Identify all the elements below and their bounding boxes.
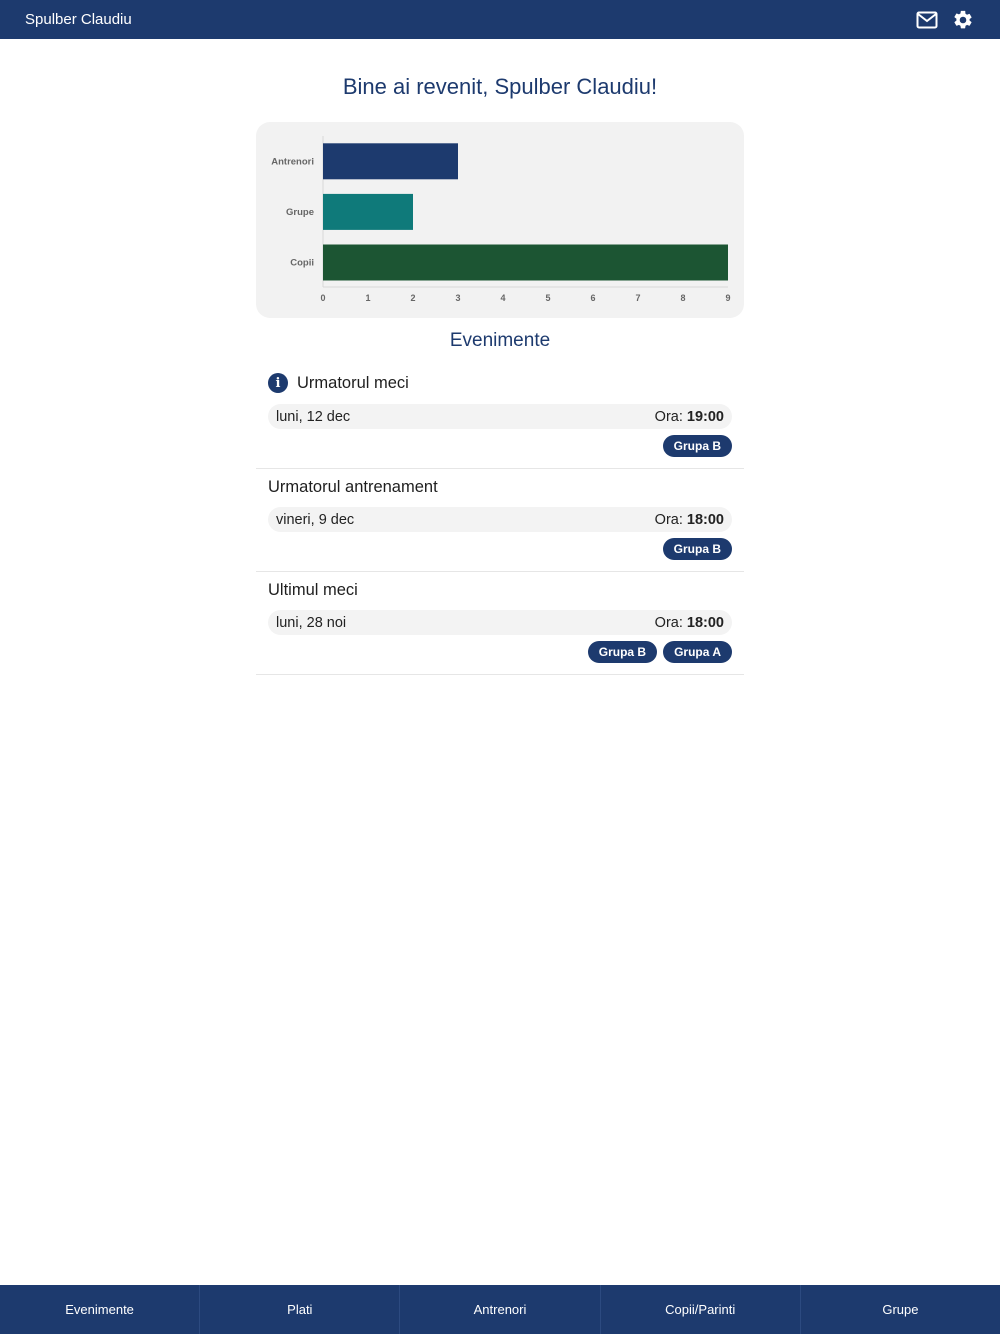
event-date: luni, 28 noi xyxy=(276,614,347,631)
chart-category-label: Copii xyxy=(290,257,314,269)
events-list xyxy=(256,364,744,675)
chart-bar-grupe xyxy=(323,194,413,230)
bottom-nav xyxy=(0,1285,1000,1334)
chart-x-tick-label: 8 xyxy=(680,293,686,303)
chart-x-tick-label: 4 xyxy=(500,293,506,303)
event-groups xyxy=(663,538,732,560)
event-header xyxy=(268,581,358,600)
time-value: 18:00 xyxy=(686,614,724,631)
event-next-training[interactable] xyxy=(256,469,744,572)
event-time xyxy=(655,512,724,528)
chart-category-label: Grupe xyxy=(286,206,314,218)
event-time xyxy=(655,615,724,631)
chart-x-tick-label: 9 xyxy=(725,293,731,303)
chart-x-tick-label: 7 xyxy=(635,293,641,303)
group-badge[interactable]: Grupa B xyxy=(588,641,657,663)
group-badge[interactable]: Grupa B xyxy=(663,435,732,457)
event-date-row xyxy=(268,610,732,635)
event-date: vineri, 9 dec xyxy=(276,511,355,528)
time-value: 18:00 xyxy=(686,511,724,528)
nav-antrenori[interactable]: Antrenori xyxy=(400,1285,600,1334)
group-badge[interactable]: Grupa A xyxy=(663,641,732,663)
welcome-message: Bine ai revenit, Spulber Claudiu! xyxy=(342,74,658,99)
event-date-row xyxy=(268,404,732,429)
group-badge[interactable]: Grupa B xyxy=(663,538,732,560)
info-icon: i xyxy=(268,373,288,393)
chart-x-tick-label: 1 xyxy=(365,293,371,303)
time-label: Ora: xyxy=(654,408,683,425)
user-name: Spulber Claudiu xyxy=(25,11,132,28)
event-groups xyxy=(588,641,732,663)
event-date: luni, 12 dec xyxy=(276,408,351,425)
event-time xyxy=(655,409,724,425)
chart-x-tick-label: 5 xyxy=(545,293,551,303)
nav-grupe[interactable]: Grupe xyxy=(882,1302,919,1317)
event-header xyxy=(268,373,409,393)
event-groups xyxy=(663,435,732,457)
header-actions xyxy=(916,9,974,31)
chart-x-tick-label: 2 xyxy=(410,293,416,303)
time-label: Ora: xyxy=(654,511,683,528)
event-title: Ultimul meci xyxy=(268,581,358,599)
event-title: Urmatorul antrenament xyxy=(268,478,438,496)
chart-category-label: Antrenori xyxy=(271,156,314,168)
chart-bar-copii xyxy=(323,245,728,281)
mail-icon[interactable] xyxy=(916,11,938,29)
summary-chart xyxy=(256,122,744,318)
chart-bar-antrenori xyxy=(323,143,458,179)
chart-x-tick-label: 6 xyxy=(590,293,596,303)
gear-icon[interactable] xyxy=(952,9,974,31)
time-label: Ora: xyxy=(654,614,683,631)
event-date-row xyxy=(268,507,732,532)
event-title: Urmatorul meci xyxy=(297,373,409,392)
bar-chart-svg xyxy=(256,122,744,318)
nav-copii-parinti[interactable]: Copii/Parinti xyxy=(601,1285,801,1334)
top-bar xyxy=(0,0,1000,39)
nav-evenimente[interactable]: Evenimente xyxy=(0,1285,200,1334)
nav-plati[interactable]: Plati xyxy=(200,1285,400,1334)
event-header xyxy=(268,478,438,497)
chart-x-tick-label: 3 xyxy=(455,293,461,303)
event-next-match[interactable] xyxy=(256,364,744,469)
time-value: 19:00 xyxy=(686,408,724,425)
chart-x-tick-label: 0 xyxy=(320,293,326,303)
event-last-match[interactable] xyxy=(256,572,744,675)
events-title: Evenimente xyxy=(449,330,551,351)
